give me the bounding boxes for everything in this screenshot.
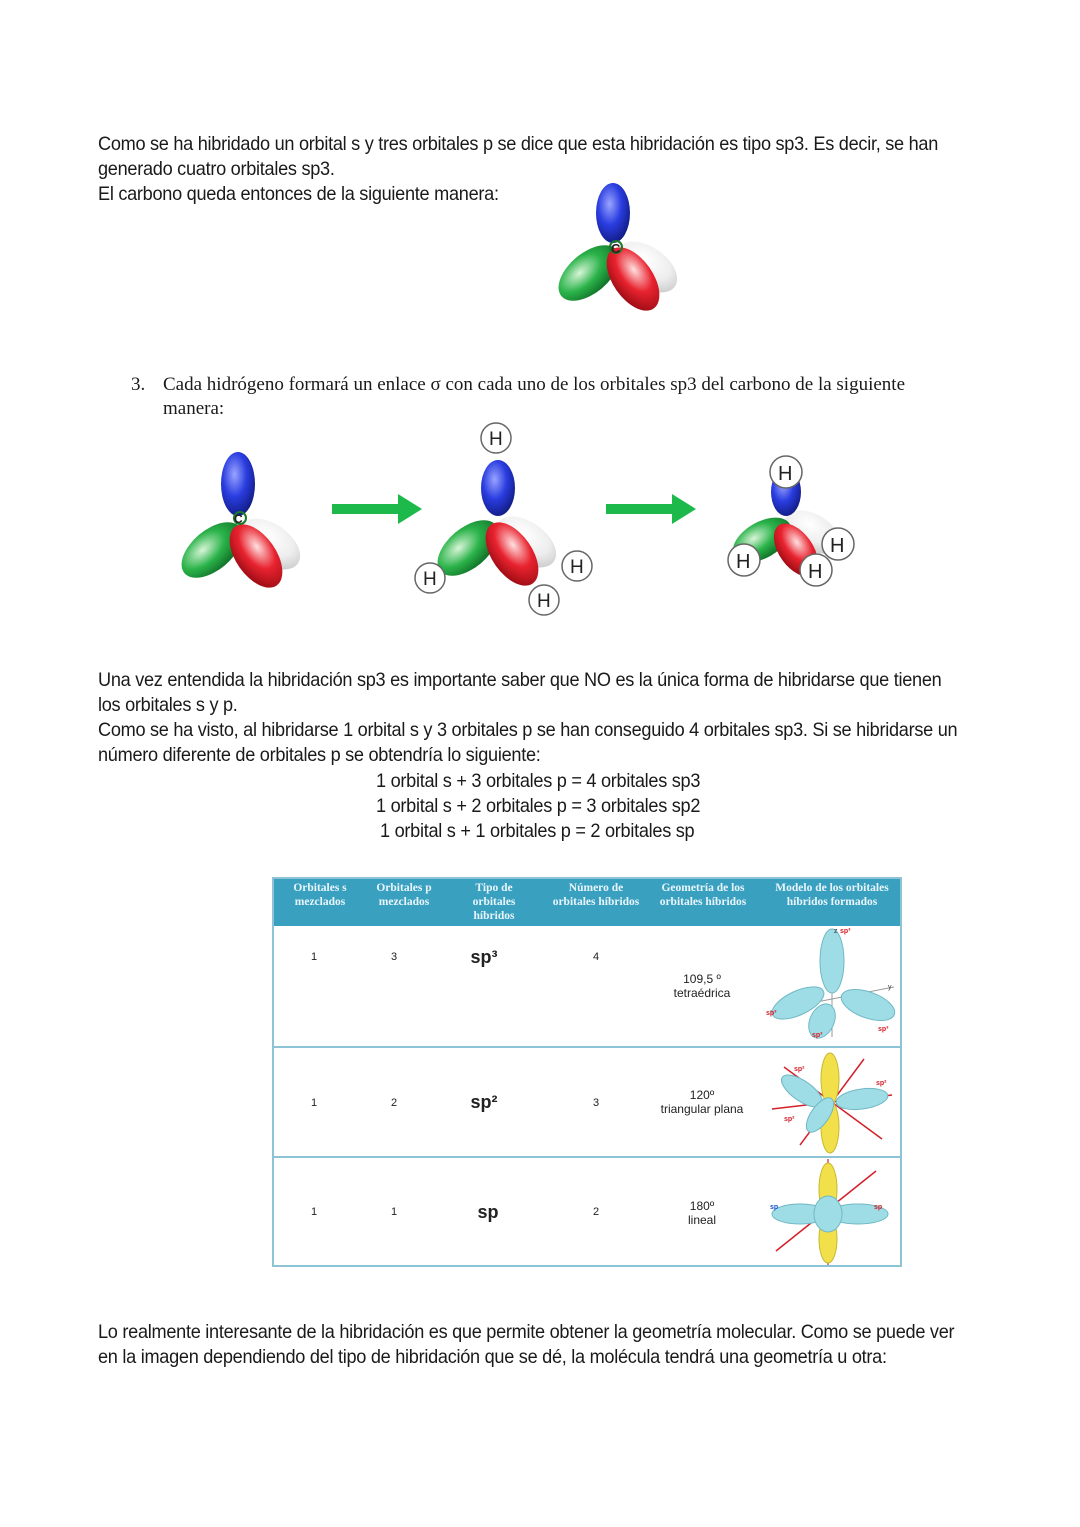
header-geometry: Geometría de los orbitales híbridos [659,882,747,908]
row-divider [274,1156,900,1158]
sp3-label: sp³ [840,928,851,935]
conclusion-line-2: en la imagen dependiendo del tipo de hibridación que se dé, la molécula tendrá una geometría u otra: [98,1346,887,1368]
cell-s: 1 [310,1097,318,1109]
cell-geometry-angle: 120º [689,1088,715,1102]
carbon-orbitals-middle [415,423,592,615]
arrow-right-icon [332,494,422,524]
step-3-line-2: manera: [163,398,225,419]
sp2-model-figure [764,1049,900,1155]
header-s-orbitals: Orbitales s mezclados [293,882,347,908]
section-2-line-1: Una vez entendida la hibridación sp3 es importante saber que NO es la única forma de hibridarse que tienen [98,669,942,691]
sp3-label: sp³ [766,1010,777,1017]
row-divider [274,1046,900,1048]
sp-label: sp [770,1204,779,1211]
section-2-paragraph [98,668,958,768]
sp3-label: sp³ [812,1032,823,1039]
cell-geometry-angle: 109,5 º [683,972,721,986]
sp2-label: sp² [784,1116,795,1123]
methane-bonded-figure [725,456,854,586]
cell-hybrid-type: sp² [470,1092,498,1112]
sp-model-figure [764,1159,900,1265]
cell-count: 2 [592,1206,600,1218]
carbon-label: C [611,241,621,256]
axis-label-z: z [834,928,838,935]
conclusion-paragraph [98,1320,955,1370]
section-2-line-3: Como se ha visto, al hibridarse 1 orbital s y 3 orbitales p se han conseguido 4 orbitales sp3. Si se hibridarse un [98,719,958,741]
carbon-label-left: C [234,512,243,526]
intro-paragraph [98,132,939,207]
header-hybrid-type: Tipo de orbitales híbridos [472,882,516,922]
sp3-model-figure [764,927,900,1045]
cell-s: 1 [310,1206,318,1218]
cell-s: 1 [310,951,318,963]
header-hybrid-count: Número de orbitales híbridos [552,882,640,908]
intro-line-3: El carbono queda entonces de la siguiente manera: [98,183,499,205]
equation-sp: 1 orbital s + 1 orbitales p = 2 orbitales sp [380,820,695,842]
carbon-orbitals-left [172,452,310,597]
cell-count: 3 [592,1097,600,1109]
hydrogen-label-left: H [423,569,437,590]
cell-geometry-name: lineal [687,1213,717,1227]
section-2-line-2: los orbitales s y p. [98,694,238,716]
hydrogen-label-methane-right: H [830,535,845,557]
step-3-number: 3. [131,374,146,395]
cell-p: 1 [390,1206,398,1218]
equation-sp3: 1 orbital s + 3 orbitales p = 4 orbitales sp3 [376,770,701,792]
hydrogen-bonding-figure [170,420,890,620]
sp3-label: sp³ [878,1026,889,1033]
cell-hybrid-type: sp³ [470,947,498,967]
hydrogen-label-methane-bottom: H [808,561,823,583]
arrow-right-icon [606,494,696,524]
section-2-line-4: número diferente de orbitales p se obtendría lo siguiente: [98,744,541,766]
cell-geometry-name: triangular plana [660,1102,744,1116]
cell-geometry-name: tetraédrica [673,986,731,1000]
cell-p: 3 [390,951,398,963]
header-model: Modelo de los orbitales híbridos formados [775,882,889,908]
conclusion-line-1: Lo realmente interesante de la hibridación es que permite obtener la geometría molecular. Como se puede ver [98,1321,955,1343]
cell-count: 4 [592,951,600,963]
sp2-label: sp² [794,1066,805,1073]
table-header [274,879,900,926]
cell-geometry-angle: 180º [689,1199,715,1213]
axis-label-y: y [888,984,892,991]
hydrogen-label-right: H [570,557,584,578]
header-p-orbitals: Orbitales p mezclados [376,882,432,908]
hydrogen-label-top: H [489,429,503,450]
hybridization-table [272,877,902,1267]
intro-line-1: Como se ha hibridado un orbital s y tres orbitales p se dice que esta hibridación es tipo sp3. Es decir, se han [98,133,939,155]
cell-hybrid-type: sp [477,1202,499,1222]
sp-label: sp [874,1204,883,1211]
cell-p: 2 [390,1097,398,1109]
hydrogen-label-bottom: H [537,591,551,612]
sp2-label: sp² [876,1080,887,1087]
equation-sp2: 1 orbital s + 2 orbitales p = 3 orbitales sp2 [376,795,701,817]
intro-line-2: generado cuatro orbitales sp3. [98,158,335,180]
step-3-line-1: Cada hidrógeno formará un enlace σ con cada uno de los orbitales sp3 del carbono de la siguiente [163,374,906,395]
hydrogen-label-methane-top: H [778,463,793,485]
carbon-sp3-orbitals-figure [555,183,685,313]
hydrogen-label-methane-left: H [736,551,751,573]
